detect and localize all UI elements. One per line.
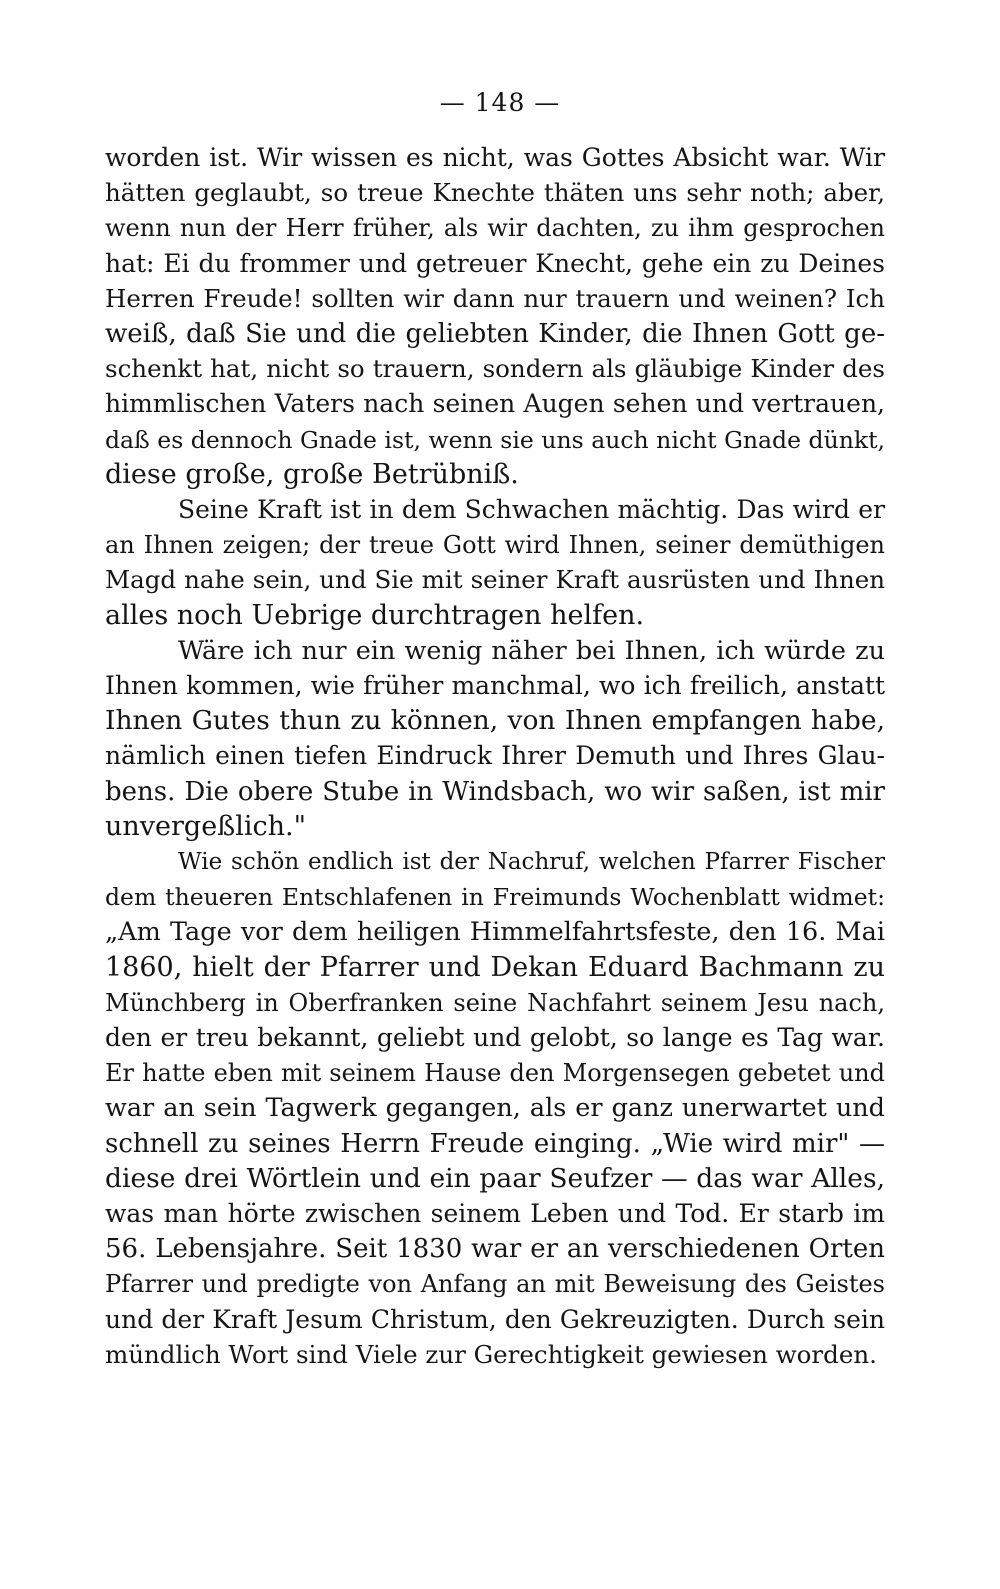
text-line: Magd nahe sein, und Sie mit seiner Kraft ausrüsten und Ihnen [105,565,885,595]
text-line: dem theueren Entschlafenen in Freimunds Wochenblatt widmet: [105,883,885,912]
text-line: hätten geglaubt, so treue Knechte thäten uns sehr noth; aber, [105,178,885,208]
text-line: Ihnen kommen, wie früher manchmal, wo ich freilich, anstatt [105,671,885,700]
page-number: — 148 — [439,88,561,117]
text-line: wenn nun der Herr früher, als wir dachten, zu ihm gesprochen [105,214,885,243]
text-line: himmlischen Vaters nach seinen Augen sehen und vertrauen, [105,389,885,419]
text-line: „Am Tage vor dem heiligen Himmelfahrtsfeste, den 16. Mai [105,917,885,948]
text-line: mündlich Wort sind Viele zur Gerechtigkeit gewiesen worden. [105,1339,877,1369]
text-line: war an sein Tagwerk gegangen, als er ganz unerwartet und [105,1093,885,1124]
text-line: was man hörte zwischen seinem Leben und Tod. Er starb im [105,1199,885,1228]
text-line: unvergeßlich." [105,810,306,842]
text-line: alles noch Uebrige durchtragen helfen. [105,599,645,631]
text-line: bens. Die obere Stube in Windsbach, wo wir saßen, ist mir [105,776,885,807]
text-line: Wäre ich nur ein wenig näher bei Ihnen, ich würde zu [178,635,885,666]
text-line: schnell zu seines Herrn Freude einging. „Wie wird mir" — [105,1128,885,1159]
text-line: daß es dennoch Gnade ist, wenn sie uns auch nicht Gnade dünkt, [105,425,885,454]
text-line: schenkt hat, nicht so trauern, sondern als gläubige Kinder des [105,354,885,384]
text-line: Seine Kraft ist in dem Schwachen mächtig. Das wird er [178,495,885,524]
text-line: diese drei Wörtlein und ein paar Seufzer — das war Alles, [105,1162,885,1194]
text-line: 56. Lebensjahre. Seit 1830 war er an verschiedenen Orten [105,1234,885,1265]
text-line: Ihnen Gutes thun zu können, von Ihnen empfangen habe, [105,705,885,737]
text-line: hat: Ei du frommer und getreuer Knecht, gehe ein zu Deines [105,248,885,278]
text-line: 1860, hielt der Pfarrer und Dekan Eduard Bachmann zu [105,951,885,983]
text-line: und der Kraft Jesum Christum, den Gekreuzigten. Durch sein [105,1304,885,1334]
text-line: Münchberg in Oberfranken seine Nachfahrt seinem Jesu nach, [105,988,885,1017]
text-line: Pfarrer und predigte von Anfang an mit Beweisung des Geistes [105,1270,885,1299]
text-line: weiß, daß Sie und die geliebten Kinder, die Ihnen Gott ge- [105,319,885,349]
text-line: worden ist. Wir wissen es nicht, was Gottes Absicht war. Wir [105,143,885,172]
text-line: Er hatte eben mit seinem Hause den Morgensegen gebetet und [105,1059,885,1088]
text-line: den er treu bekannt, geliebt und gelobt, so lange es Tag war. [105,1023,885,1052]
text-line: nämlich einen tiefen Eindruck Ihrer Demuth und Ihres Glau- [105,741,885,771]
text-line: an Ihnen zeigen; der treue Gott wird Ihnen, seiner demüthigen [105,531,885,560]
text-line: Wie schön endlich ist der Nachruf, welchen Pfarrer Fischer [178,849,885,875]
text-line: diese große, große Betrübniß. [105,458,519,490]
text-line: Herren Freude! sollten wir dann nur trauern und weinen? Ich [105,283,885,313]
